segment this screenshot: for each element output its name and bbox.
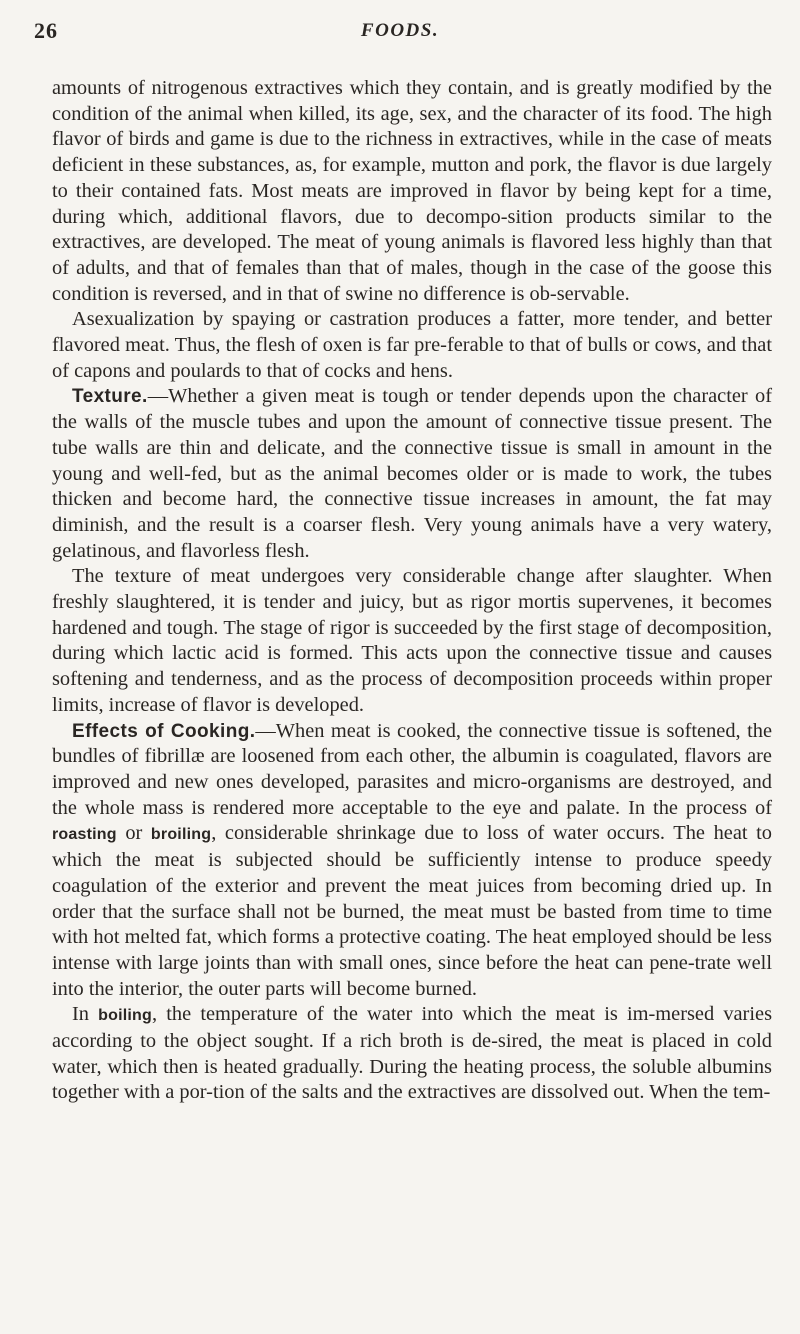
term-boiling: boiling xyxy=(98,1007,152,1025)
paragraph-text: , the temperature of the water into which the meat is im-mersed varies according to the object sought. If a rich broth is de-sired, the meat is placed in cold water, which then is heated gradually. During the heating process, the soluble albumins together with a por-tion of the salts and the extractives are dissolved out. When the tem- xyxy=(52,1003,773,1104)
paragraph-text: —When meat is cooked, the connective tissue is softened, the bundles of fibrillæ are loosened from each other, the albumin is coagulated, flavors are improved and new ones developed, parasites and micro-organisms are destroyed, and the whole mass is rendered more acceptable to the eye and palate. In the process of xyxy=(52,719,772,819)
term-broiling: broiling xyxy=(150,826,212,844)
paragraph-text: —Whether a given meat is tough or tender depends upon the character of the walls of the muscle tubes and upon the amount of connective tissue present. The tube walls are thin and delicate, and the connective tissue is small in amount in the young and well-fed, but as the animal becomes older or is made to work, the tubes thicken and become hard, the connective tissue increases in amount, the fat may diminish, and the result is a coarser flesh. Very young animals have a very watery, gelatinous, and flavorless flesh. xyxy=(52,385,772,562)
paragraph-text: The texture of meat undergoes very considerable change after slaughter. When freshly slaughtered, it is tender and juicy, but as rigor mortis supervenes, it becomes hardened and tough. The stage of rigor is succeeded by the first stage of decomposition, during which lactic acid is formed. This acts upon the connective tissue and causes softening and tenderness, and as the process of decomposition proceeds within proper limits, increase of flavor is developed. xyxy=(52,565,772,716)
section-heading-texture: Texture. xyxy=(72,386,148,408)
paragraph-text: amounts of nitrogenous extractives which they contain, and is greatly modified by the condition of the animal when killed, its age, sex, and the character of its food. The high flavor of birds and game is due to the richness in extractives, while in the case of meats deficient in these substances, as, for example, mutton and pork, the flavor is due largely to their contained fats. Most meats are improved in flavor by being kept for a time, during which, additional flavors, due to decompo-sition products similar to the extractives, are developed. The meat of young animals is flavored less highly than that of adults, and that of females than that of males, though in the case of the goose this condition is reversed, and in that of swine no difference is ob-servable. xyxy=(52,77,772,305)
paragraph-effects-of-cooking xyxy=(52,719,772,1003)
paragraph-text: In xyxy=(72,1003,99,1026)
term-roasting: roasting xyxy=(52,826,117,844)
body-text xyxy=(52,76,772,1106)
paragraph-text: , considerable shrinkage due to loss of water occurs. The heat to which the meat is subjected should be sufficiently intense to produce speedy coagulation of the exterior and prevent the meat juices from becoming dried up. In order that the surface shall not be burned, the meat must be basted from time to time with hot melted fat, which forms a protective coating. The heat employed should be less intense with large joints than with small ones, since before the heat can pene-trate well into the interior, the outer parts will become burned. xyxy=(52,822,772,1000)
running-title: FOODS. xyxy=(360,20,440,41)
paragraph-asexualization xyxy=(52,307,772,384)
page-header xyxy=(34,18,766,52)
paragraph-text: or xyxy=(116,822,151,845)
paragraph-flavor-continued xyxy=(52,76,772,307)
paragraph-texture-change xyxy=(52,564,772,718)
paragraph-texture xyxy=(52,384,772,564)
paragraph-text: Asexualization by spaying or castration produces a fatter, more tender, and better flavored meat. Thus, the flesh of oxen is far pre-ferable to that of bulls or cows, and that of capons and poulards to that of cocks and hens. xyxy=(52,308,772,382)
page-number: 26 xyxy=(34,18,58,43)
paragraph-boiling xyxy=(52,1002,772,1106)
section-heading-effects-of-cooking: Effects of Cooking. xyxy=(72,720,256,742)
